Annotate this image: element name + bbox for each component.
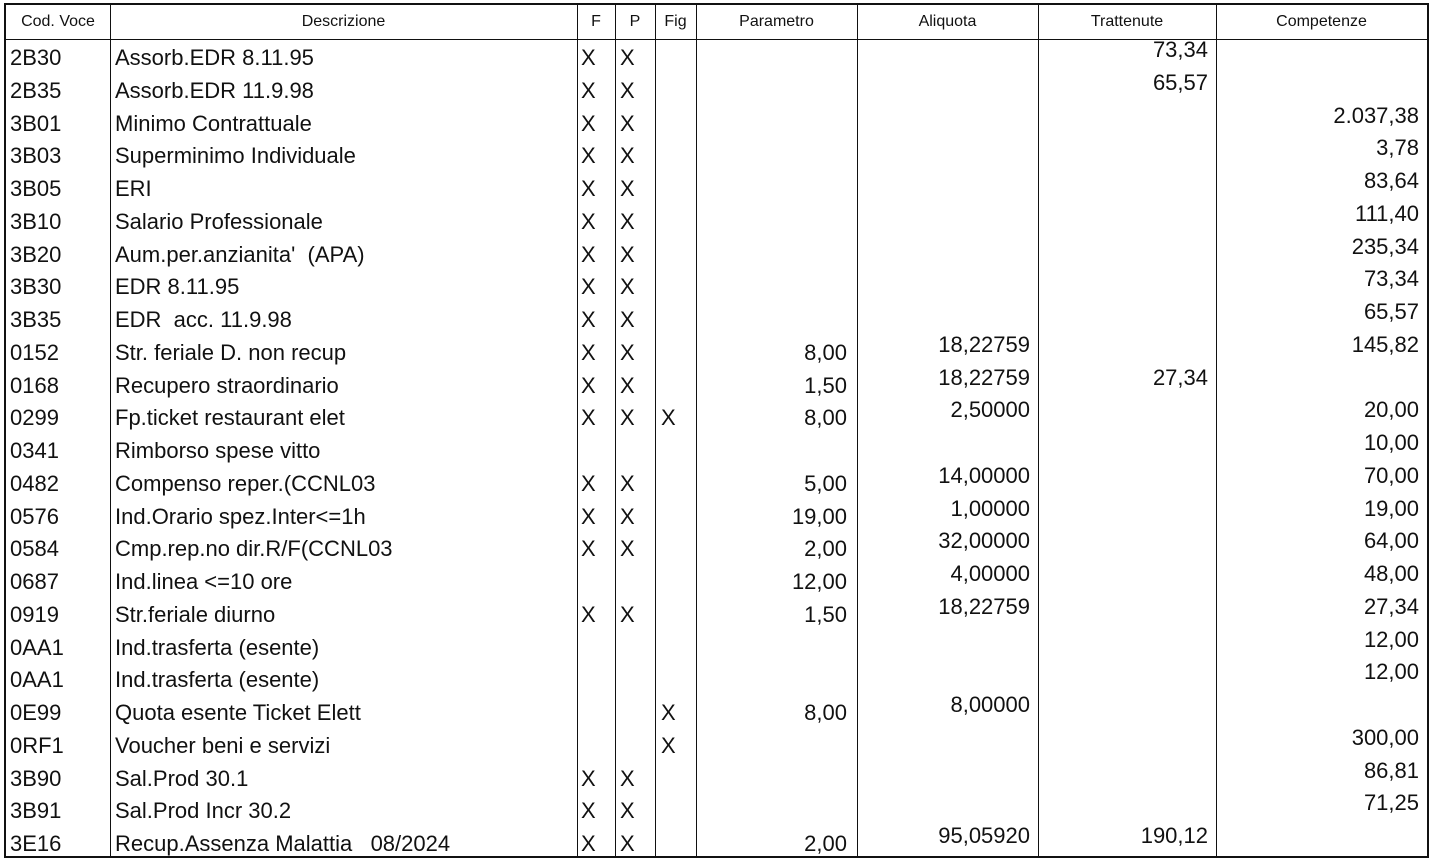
cell-cod-voce: 0576 bbox=[10, 503, 59, 529]
cell-cod-voce: 2B35 bbox=[10, 77, 62, 103]
cell-f: X bbox=[581, 45, 596, 70]
cell-p: X bbox=[620, 372, 635, 398]
cell-cod-voce: 0919 bbox=[10, 601, 59, 627]
cell-fig: X bbox=[661, 700, 676, 725]
cell-descrizione: Quota esente Ticket Elett bbox=[115, 700, 361, 725]
cell-descrizione: Compenso reper.(CCNL03 bbox=[115, 470, 376, 496]
cell-competenze: 64,00 bbox=[1363, 528, 1419, 554]
table-row bbox=[6, 135, 1427, 171]
header-aliquota: Aliquota bbox=[918, 13, 977, 30]
header-parametro: Parametro bbox=[739, 13, 814, 30]
cell-cod-voce: 0299 bbox=[10, 405, 59, 431]
cell-fig: X bbox=[661, 732, 676, 758]
cell-competenze: 2.037,38 bbox=[1333, 102, 1419, 128]
table-row bbox=[6, 299, 1427, 335]
cell-cod-voce: 0E99 bbox=[10, 700, 62, 725]
cell-parametro: 5,00 bbox=[804, 470, 847, 496]
cell-cod-voce: 3B20 bbox=[10, 241, 62, 267]
cell-descrizione: Sal.Prod Incr 30.2 bbox=[115, 798, 292, 824]
cell-competenze: 10,00 bbox=[1363, 430, 1419, 455]
header-competenze: Competenze bbox=[1276, 13, 1367, 30]
cell-p: X bbox=[620, 241, 635, 267]
header-descrizione: Descrizione bbox=[301, 13, 386, 30]
cell-competenze: 86,81 bbox=[1363, 757, 1419, 783]
table-row bbox=[6, 757, 1427, 794]
table-row bbox=[6, 659, 1427, 695]
cell-f: X bbox=[581, 339, 596, 365]
cell-descrizione: Str. feriale D. non recup bbox=[115, 339, 347, 365]
cell-aliquota: 18,22759 bbox=[938, 593, 1030, 619]
cell-f: X bbox=[581, 503, 596, 529]
cell-trattenute: 190,12 bbox=[1140, 823, 1208, 848]
cell-aliquota: 32,00000 bbox=[938, 528, 1030, 554]
cell-descrizione: Voucher beni e servizi bbox=[115, 732, 331, 758]
cell-competenze: 3,78 bbox=[1376, 135, 1419, 161]
cell-descrizione: Ind.linea <=10 ore bbox=[115, 569, 293, 594]
cell-cod-voce: 0687 bbox=[10, 569, 59, 594]
cell-cod-voce: 0584 bbox=[10, 536, 59, 562]
cell-p: X bbox=[620, 470, 635, 496]
cell-f: X bbox=[581, 470, 596, 496]
cell-competenze: 19,00 bbox=[1363, 495, 1419, 521]
cell-descrizione: Assorb.EDR 8.11.95 bbox=[115, 45, 314, 70]
cell-aliquota: 18,22759 bbox=[938, 364, 1030, 390]
cell-f: X bbox=[581, 765, 596, 791]
cell-competenze: 48,00 bbox=[1363, 561, 1419, 586]
header-cod-voce: Cod. Voce bbox=[21, 13, 95, 30]
cell-cod-voce: 0168 bbox=[10, 372, 59, 398]
cell-parametro: 1,50 bbox=[804, 601, 847, 627]
cell-competenze: 300,00 bbox=[1351, 724, 1419, 750]
cell-cod-voce: 3B05 bbox=[10, 176, 62, 201]
cell-cod-voce: 3B03 bbox=[10, 143, 62, 169]
cell-p: X bbox=[620, 503, 635, 529]
cell-aliquota: 4,00000 bbox=[950, 561, 1030, 586]
table-row bbox=[6, 102, 1427, 139]
cell-cod-voce: 0152 bbox=[10, 339, 59, 365]
table-row bbox=[6, 37, 1427, 73]
table-row bbox=[6, 626, 1427, 663]
cell-parametro: 8,00 bbox=[804, 405, 847, 431]
cell-parametro: 8,00 bbox=[804, 700, 847, 725]
cell-cod-voce: 3B35 bbox=[10, 307, 62, 332]
cell-cod-voce: 0341 bbox=[10, 438, 59, 463]
table-row bbox=[6, 397, 1427, 433]
cell-f: X bbox=[581, 536, 596, 562]
table-row bbox=[6, 528, 1427, 564]
header-fig: Fig bbox=[664, 13, 687, 30]
table-row bbox=[6, 430, 1427, 466]
cell-parametro: 1,50 bbox=[804, 372, 847, 398]
cell-p: X bbox=[620, 274, 635, 300]
cell-parametro: 2,00 bbox=[804, 536, 847, 562]
cell-descrizione: Str.feriale diurno bbox=[115, 601, 276, 627]
cell-trattenute: 73,34 bbox=[1152, 37, 1208, 62]
cell-p: X bbox=[620, 405, 635, 431]
table-row bbox=[6, 69, 1427, 106]
cell-competenze: 12,00 bbox=[1363, 659, 1419, 685]
cell-cod-voce: 0AA1 bbox=[10, 667, 64, 693]
cell-f: X bbox=[581, 176, 596, 201]
cell-cod-voce: 3B01 bbox=[10, 110, 62, 136]
cell-p: X bbox=[620, 798, 635, 824]
cell-p: X bbox=[620, 45, 635, 70]
cell-p: X bbox=[620, 307, 635, 332]
cell-aliquota: 2,50000 bbox=[950, 397, 1030, 423]
cell-descrizione: Minimo Contrattuale bbox=[115, 110, 312, 136]
cell-parametro: 8,00 bbox=[804, 339, 847, 365]
cell-descrizione: Recup.Assenza Malattia 08/2024 bbox=[115, 831, 451, 856]
cell-f: X bbox=[581, 405, 596, 431]
cell-f: X bbox=[581, 601, 596, 627]
table-row bbox=[6, 266, 1427, 302]
cell-aliquota: 1,00000 bbox=[950, 495, 1030, 521]
cell-p: X bbox=[620, 143, 635, 169]
cell-f: X bbox=[581, 372, 596, 398]
cell-competenze: 145,82 bbox=[1351, 331, 1419, 357]
cell-parametro: 19,00 bbox=[791, 503, 847, 529]
cell-p: X bbox=[620, 339, 635, 365]
cell-descrizione: Assorb.EDR 11.9.98 bbox=[115, 77, 314, 103]
cell-competenze: 235,34 bbox=[1351, 233, 1419, 259]
table-row bbox=[6, 331, 1427, 368]
cell-descrizione: Superminimo Individuale bbox=[115, 143, 356, 169]
table-row bbox=[6, 233, 1427, 270]
cell-f: X bbox=[581, 831, 596, 856]
cell-competenze: 83,64 bbox=[1363, 168, 1419, 193]
cell-f: X bbox=[581, 274, 596, 300]
header-p: P bbox=[629, 13, 641, 30]
cell-competenze: 73,34 bbox=[1363, 266, 1419, 292]
cell-cod-voce: 3B30 bbox=[10, 274, 62, 300]
cell-competenze: 65,57 bbox=[1363, 299, 1419, 324]
cell-descrizione: EDR 8.11.95 bbox=[115, 274, 240, 300]
cell-cod-voce: 3B91 bbox=[10, 798, 62, 824]
table-row bbox=[6, 168, 1427, 204]
cell-f: X bbox=[581, 143, 596, 169]
table-row bbox=[6, 790, 1427, 826]
cell-descrizione: Recupero straordinario bbox=[115, 372, 339, 398]
cell-cod-voce: 3B10 bbox=[10, 208, 62, 234]
cell-competenze: 12,00 bbox=[1363, 626, 1419, 652]
cell-descrizione: Sal.Prod 30.1 bbox=[115, 765, 249, 791]
cell-descrizione: EDR acc. 11.9.98 bbox=[115, 307, 292, 332]
table-row bbox=[6, 462, 1427, 499]
cell-parametro: 2,00 bbox=[804, 831, 847, 856]
cell-aliquota: 18,22759 bbox=[938, 331, 1030, 357]
cell-competenze: 27,34 bbox=[1363, 593, 1419, 619]
cell-descrizione: Cmp.rep.no dir.R/F(CCNL03 bbox=[115, 536, 393, 562]
header-trattenute: Trattenute bbox=[1090, 13, 1164, 30]
cell-p: X bbox=[620, 831, 635, 856]
table-row bbox=[6, 364, 1427, 401]
cell-cod-voce: 3B90 bbox=[10, 765, 62, 791]
cell-descrizione: Ind.Orario spez.Inter<=1h bbox=[115, 503, 366, 529]
cell-cod-voce: 0AA1 bbox=[10, 634, 64, 660]
cell-f: X bbox=[581, 241, 596, 267]
table-row bbox=[6, 724, 1427, 761]
cell-aliquota: 8,00000 bbox=[950, 692, 1030, 717]
table-row bbox=[6, 200, 1427, 237]
cell-cod-voce: 0482 bbox=[10, 470, 59, 496]
cell-p: X bbox=[620, 110, 635, 136]
cell-descrizione: Ind.trasferta (esente) bbox=[115, 634, 320, 660]
cell-f: X bbox=[581, 77, 596, 103]
cell-competenze: 111,40 bbox=[1354, 200, 1419, 226]
cell-p: X bbox=[620, 536, 635, 562]
cell-trattenute: 27,34 bbox=[1152, 364, 1208, 390]
cell-descrizione: Fp.ticket restaurant elet bbox=[115, 405, 345, 431]
cell-competenze: 20,00 bbox=[1363, 397, 1419, 423]
payroll-items-table bbox=[4, 3, 1429, 858]
cell-descrizione: Rimborso spese vitto bbox=[115, 438, 321, 463]
cell-p: X bbox=[620, 208, 635, 234]
cell-f: X bbox=[581, 208, 596, 234]
cell-parametro: 12,00 bbox=[791, 569, 847, 594]
cell-p: X bbox=[620, 765, 635, 791]
cell-cod-voce: 2B30 bbox=[10, 45, 62, 70]
cell-cod-voce: 3E16 bbox=[10, 831, 62, 856]
cell-trattenute: 65,57 bbox=[1152, 69, 1208, 95]
header-f: F bbox=[591, 13, 601, 30]
cell-f: X bbox=[581, 307, 596, 332]
cell-descrizione: Salario Professionale bbox=[115, 208, 323, 234]
table-row bbox=[6, 692, 1427, 728]
cell-f: X bbox=[581, 110, 596, 136]
table-row bbox=[6, 561, 1427, 597]
cell-fig: X bbox=[661, 405, 676, 431]
table-row bbox=[6, 495, 1427, 532]
cell-p: X bbox=[620, 176, 635, 201]
cell-descrizione: ERI bbox=[115, 176, 152, 201]
cell-f: X bbox=[581, 798, 596, 824]
table-row bbox=[6, 593, 1427, 630]
table-row bbox=[6, 823, 1427, 859]
cell-competenze: 71,25 bbox=[1363, 790, 1419, 816]
cell-aliquota: 14,00000 bbox=[938, 462, 1030, 488]
cell-descrizione: Ind.trasferta (esente) bbox=[115, 667, 320, 693]
cell-descrizione: Aum.per.anzianita' (APA) bbox=[115, 241, 365, 267]
cell-aliquota: 95,05920 bbox=[938, 823, 1030, 848]
cell-p: X bbox=[620, 77, 635, 103]
cell-competenze: 70,00 bbox=[1363, 462, 1419, 488]
cell-cod-voce: 0RF1 bbox=[10, 732, 64, 758]
cell-p: X bbox=[620, 601, 635, 627]
